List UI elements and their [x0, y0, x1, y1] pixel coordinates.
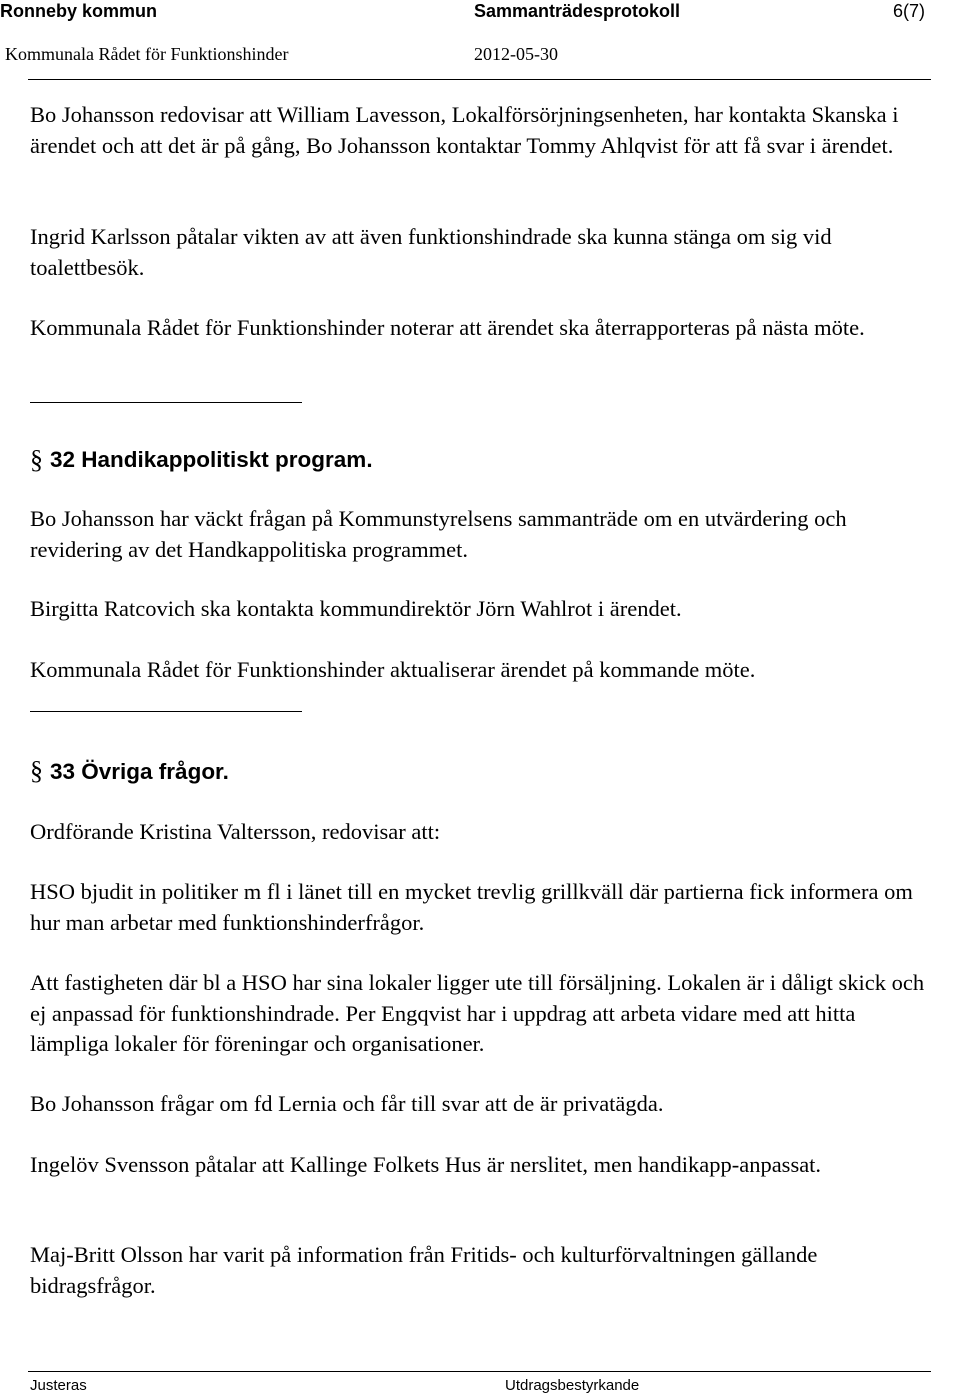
paragraph: Kommunala Rådet för Funktionshinder aktualiserar ärendet på kommande möte.	[30, 657, 756, 682]
header-org: Ronneby kommun	[0, 1, 158, 21]
section-separator	[30, 402, 302, 403]
header-committee: Kommunala Rådet för Funktionshinder	[5, 44, 289, 64]
paragraph: Bo Johansson har väckt frågan på Kommunstyrelsens sammanträde om en utvärdering och revidering av det Handkappolitiska programmet.	[30, 506, 847, 562]
paragraph: Maj-Britt Olsson har varit på information från Fritids- och kulturförvaltningen gällande bidragsfrågor.	[30, 1242, 818, 1298]
paragraph: Ingelöv Svensson påtalar att Kallinge Folkets Hus är nerslitet, men handikapp-anpassat.	[30, 1152, 822, 1177]
paragraph: HSO bjudit in politiker m fl i länet till en mycket trevlig grillkväll där partierna fick informera om hur man arbetar med funktionshinderfrågor.	[30, 879, 913, 935]
section-mark-icon	[30, 753, 43, 787]
footer-utdragsbestyrkande: Utdragsbestyrkande	[505, 1377, 640, 1394]
svg-text:§: §	[30, 445, 43, 474]
section-heading: 33 Övriga frågor.	[50, 759, 229, 784]
header-page-number: 6(7)	[893, 1, 926, 21]
header-rule	[28, 79, 931, 80]
paragraph: Ingrid Karlsson påtalar vikten av att även funktionshindrade ska kunna stänga om sig vid toalettbesök.	[30, 224, 832, 280]
paragraph: Kommunala Rådet för Funktionshinder noterar att ärendet ska återrapporteras på nästa möte.	[30, 315, 865, 340]
header-date: 2012-05-30	[474, 44, 558, 64]
header-doc-type: Sammanträdesprotokoll	[474, 1, 681, 21]
paragraph: Bo Johansson frågar om fd Lernia och får till svar att de är privatägda.	[30, 1091, 664, 1116]
paragraph: Bo Johansson redovisar att William Lavesson, Lokalförsörjningsenheten, har kontakta Skanska i ärendet och att det är på gång, Bo Johansson kontaktar Tommy Ahlqvist för att få svar i ärendet.	[30, 102, 899, 158]
footer-rule	[28, 1371, 931, 1372]
paragraph: Birgitta Ratcovich ska kontakta kommundirektör Jörn Wahlrot i ärendet.	[30, 596, 682, 621]
section-mark-icon	[30, 442, 43, 476]
section-heading: 32 Handikappolitiskt program.	[50, 447, 373, 472]
section-separator	[30, 711, 302, 712]
paragraph: Att fastigheten där bl a HSO har sina lokaler ligger ute till försäljning. Lokalen är i dåligt skick och ej anpassad för funktionshindrade. Per Engqvist har i uppdrag att arbeta vidare med att hitta lämpliga lokaler för föreningar och organisationer.	[30, 970, 925, 1056]
paragraph: Ordförande Kristina Valtersson, redovisar att:	[30, 819, 441, 844]
footer-justeras: Justeras	[30, 1377, 87, 1394]
svg-text:§: §	[30, 756, 43, 785]
